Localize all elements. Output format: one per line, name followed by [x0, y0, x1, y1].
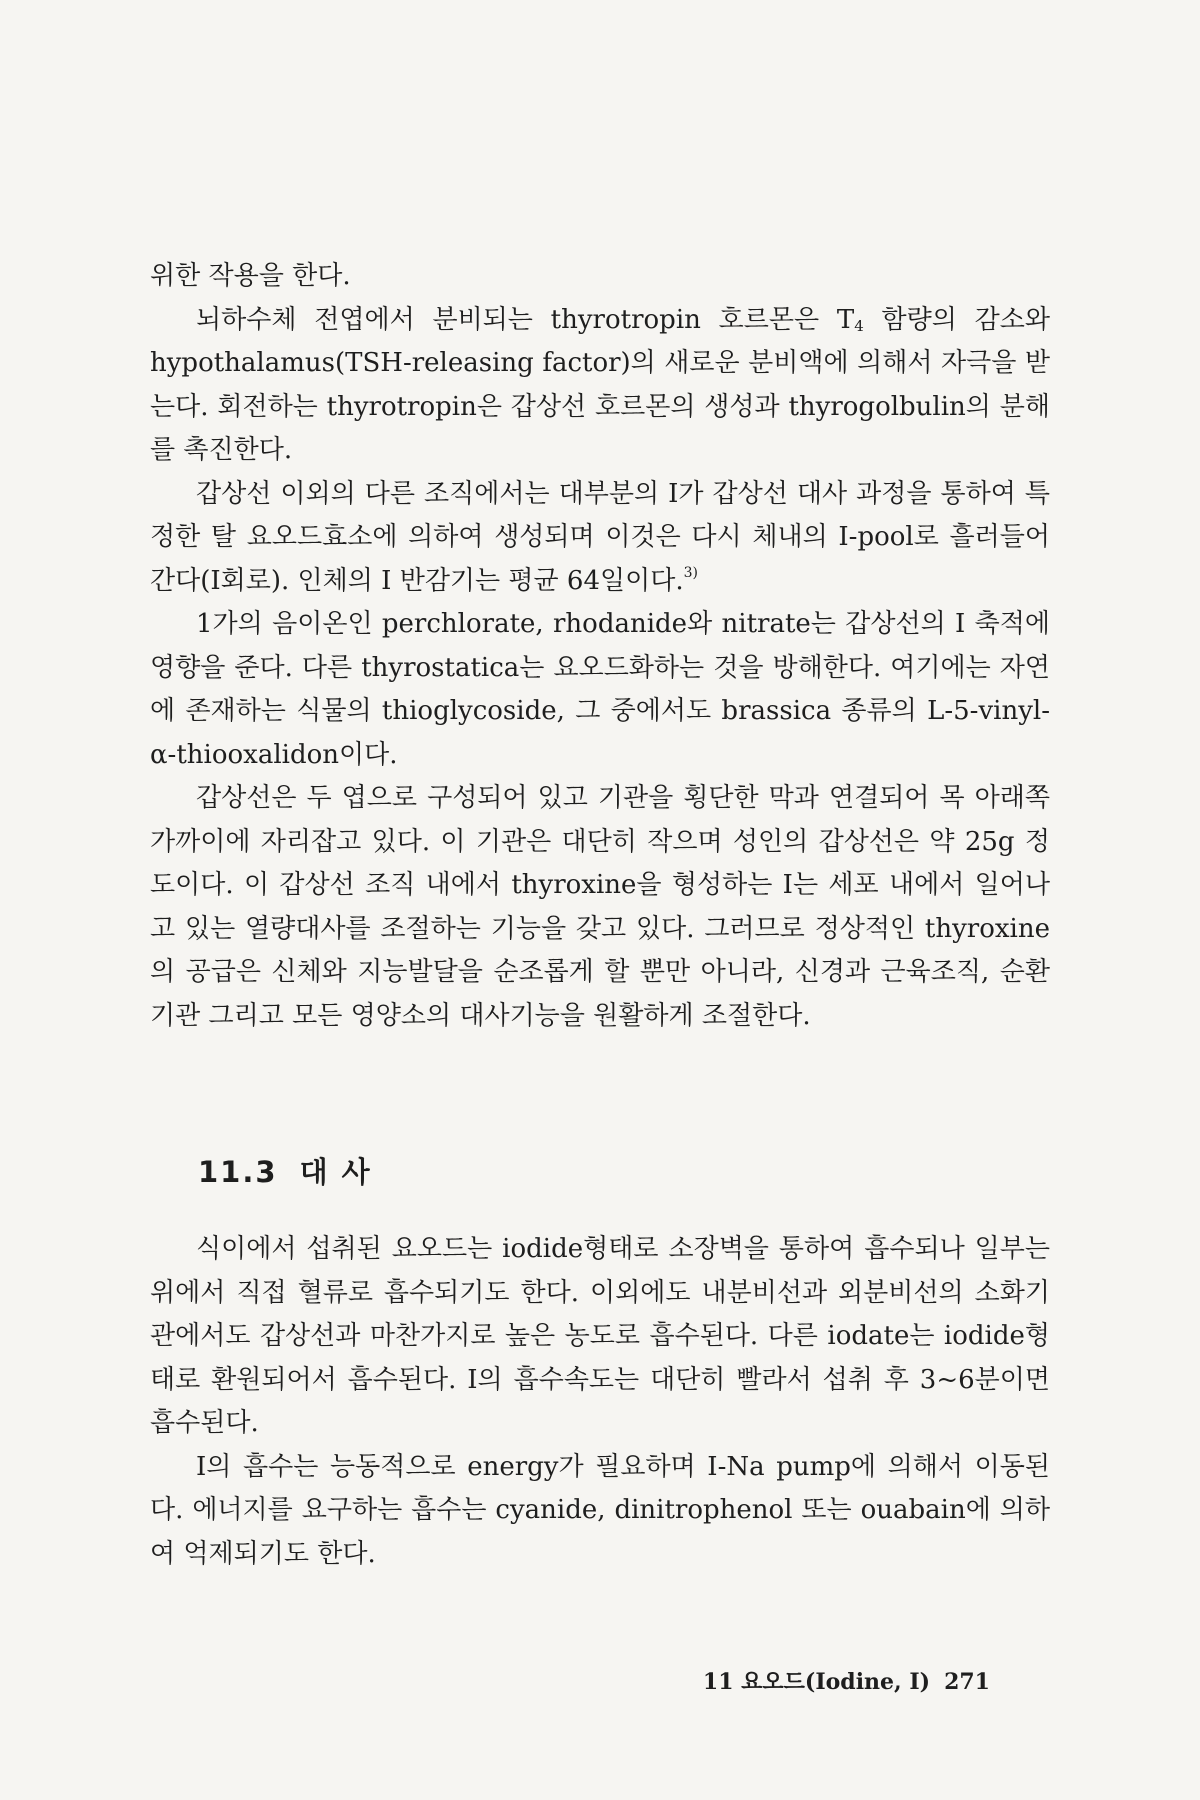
- citation-superscript: 3): [683, 564, 698, 581]
- section-text: [150, 1228, 1050, 1576]
- paragraph: [150, 299, 1050, 473]
- running-footer: [689, 1665, 990, 1696]
- running-title: 11 요오드(Iodine, I): [702, 1669, 931, 1695]
- section-heading: [198, 1150, 372, 1191]
- paragraph-text: 함량의 감소와 hypothalamus(TSH-releasing factor)의 새로운 분비액에 의해서 자극을 받는다. 회전하는 thyrotropin은 갑상선 호르몬의 생성과 thyrogolbulin의 분해를 촉진한다.: [150, 304, 1050, 465]
- paragraph-text: 갑상선 이외의 다른 조직에서는 대부분의 I가 갑상선 대사 과정을 통하여 특정한 탈 요오드효소에 의하여 생성되며 이것은 다시 체내의 I-pool로 흘러들어간다(I회로). 인체의 I 반감기는 평균 64일이다.: [150, 478, 1050, 596]
- paragraph: I의 흡수는 능동적으로 energy가 필요하며 I-Na pump에 의해서 이동된다. 에너지를 요구하는 흡수는 cyanide, dinitrophenol 또는 ouabain에 의하여 억제되기도 한다.: [150, 1451, 1050, 1569]
- section-number: 11.3: [198, 1155, 278, 1189]
- subscript: 4: [854, 316, 864, 335]
- section-title: 대 사: [299, 1155, 372, 1189]
- body-text: [150, 255, 1050, 1038]
- page-number: 271: [944, 1669, 990, 1695]
- paragraph: 갑상선은 두 엽으로 구성되어 있고 기관을 횡단한 막과 연결되어 목 아래쪽 가까이에 자리잡고 있다. 이 기관은 대단히 작으며 성인의 갑상선은 약 25g 정도이다. 이 갑상선 조직 내에서 thyroxine을 형성하는 I는 세포 내에서 일어나고 있는 열량대사를 조절하는 기능을 갖고 있다. 그러므로 정상적인 thyroxine의 공급은 신체와 지능발달을 순조롭게 할 뿐만 아니라, 신경과 근육조직, 순환기관 그리고 모든 영양소의 대사기능을 원활하게 조절한다.: [150, 783, 1050, 1031]
- paragraph: 위한 작용을 한다.: [150, 261, 351, 291]
- paragraph-text: 뇌하수체 전엽에서 분비되는 thyrotropin 호르몬은 T: [196, 304, 855, 335]
- paragraph: [150, 473, 1050, 604]
- paragraph: 식이에서 섭취된 요오드는 iodide형태로 소장벽을 통하여 흡수되나 일부는 위에서 직접 혈류로 흡수되기도 한다. 이외에도 내분비선과 외분비선의 소화기관에서도 갑상선과 마찬가지로 높은 농도로 흡수된다. 다른 iodate는 iodide형태로 환원되어서 흡수된다. I의 흡수속도는 대단히 빨라서 섭취 후 3~6분이면 흡수된다.: [150, 1234, 1050, 1438]
- paragraph: 1가의 음이온인 perchlorate, rhodanide와 nitrate는 갑상선의 I 축적에 영향을 준다. 다른 thyrostatica는 요오드화하는 것을 방해한다. 여기에는 자연에 존재하는 식물의 thioglycoside, 그 중에서도 brassica 종류의 L-5-vinyl-α-thiooxalidon이다.: [150, 609, 1050, 770]
